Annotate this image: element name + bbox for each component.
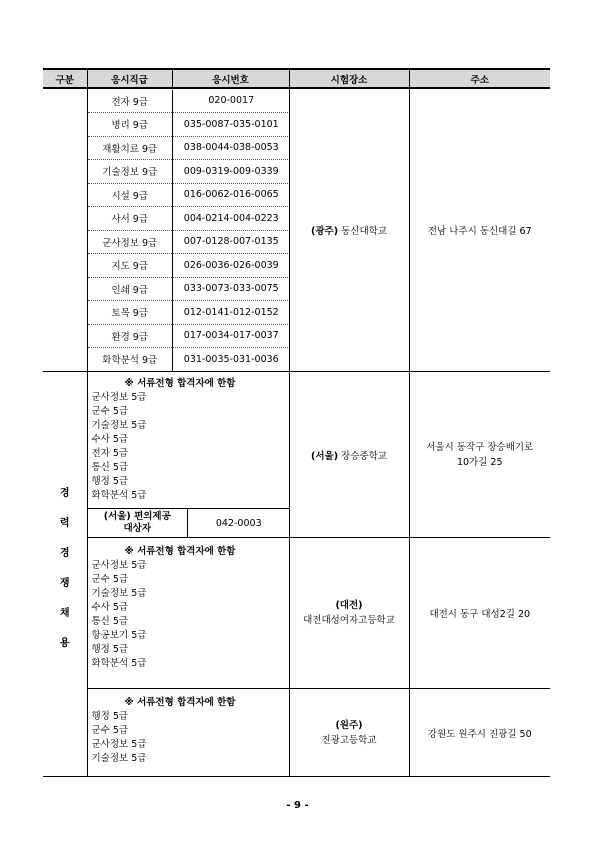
wonju-address: 강원도 원주시 진광길 50 xyxy=(409,689,550,777)
gwangju-category-cell xyxy=(43,88,87,372)
gwangju-exam-place xyxy=(289,88,409,372)
grade-cell: 지도 9급 xyxy=(88,254,173,278)
gwangju-grade-row xyxy=(88,90,290,113)
career-competition-label xyxy=(43,429,87,719)
seoul-grade-item: 화학분석 5급 xyxy=(91,490,147,501)
page-number: - 9 - xyxy=(286,800,309,811)
career-competition-category xyxy=(43,372,87,777)
gwangju-section xyxy=(43,88,550,372)
daejeon-place-region: (대전) xyxy=(335,600,363,611)
gwangju-grade-row xyxy=(88,183,290,207)
grade-cell: 재활치료 9급 xyxy=(88,136,173,160)
seoul-grade-item: 행정 5급 xyxy=(91,476,129,487)
grade-cell: 군사정보 9급 xyxy=(88,230,173,254)
exam-number-cell: 009-0319-009-0339 xyxy=(173,160,290,184)
exam-number-cell: 033-0073-033-0075 xyxy=(173,277,290,301)
seoul-grade-item: 통신 5급 xyxy=(91,462,129,473)
daejeon-grade-item: 기술정보 5급 xyxy=(91,588,147,599)
header-exam-place: 시험장소 xyxy=(289,69,409,88)
wonju-grade-item: 군수 5급 xyxy=(91,725,129,736)
grade-cell: 사서 9급 xyxy=(88,207,173,231)
daejeon-note: ※ 서류전형 합격자에 한함 xyxy=(124,546,236,557)
gwangju-grade-row xyxy=(88,136,290,160)
seoul-exam-place xyxy=(289,372,409,538)
header-category: 구분 xyxy=(43,69,87,88)
daejeon-grade-item: 화학분석 5급 xyxy=(91,658,147,669)
gwangju-grade-row xyxy=(88,207,290,231)
daejeon-grade-item: 군수 5급 xyxy=(91,574,129,585)
grade-cell: 토목 9급 xyxy=(88,301,173,325)
grade-cell: 화학분석 9급 xyxy=(88,348,173,371)
table-header-row xyxy=(43,69,550,88)
seoul-convenience-label xyxy=(88,509,188,538)
category-char: 력 xyxy=(59,518,70,529)
wonju-grade-item: 군사정보 5급 xyxy=(91,739,147,750)
seoul-grade-item: 군사정보 5급 xyxy=(91,392,147,403)
seoul-address-line2: 10가길 25 xyxy=(456,456,503,468)
daejeon-section xyxy=(43,538,550,689)
grade-cell: 기술정보 9급 xyxy=(88,160,173,184)
exam-number-cell: 004-0214-004-0223 xyxy=(173,207,290,231)
gwangju-grade-row xyxy=(88,277,290,301)
seoul-grade-list xyxy=(87,372,289,538)
exam-venue-table xyxy=(43,68,550,777)
category-char: 경 xyxy=(59,548,70,559)
seoul-address xyxy=(409,372,550,538)
seoul-address-line1: 서울시 동작구 장승배기로 xyxy=(426,441,534,453)
seoul-grades xyxy=(88,391,289,503)
gwangju-place-region: (광주) xyxy=(311,226,339,237)
wonju-section xyxy=(43,689,550,777)
wonju-exam-place xyxy=(289,689,409,777)
convenience-label-line1: (서울) 편의제공 xyxy=(103,511,171,522)
wonju-place-region: (원주) xyxy=(335,719,363,731)
daejeon-grade-list xyxy=(87,538,289,689)
gwangju-grade-row xyxy=(88,254,290,278)
seoul-section xyxy=(43,372,550,538)
header-grade: 응시직급 xyxy=(87,69,172,88)
gwangju-address: 전남 나주시 동신대길 67 xyxy=(409,88,550,372)
daejeon-grade-item: 수사 5급 xyxy=(91,602,129,613)
daejeon-place-name: 대전대성여자고등학교 xyxy=(303,615,395,626)
category-char: 경 xyxy=(59,488,70,499)
seoul-convenience-number: 042-0003 xyxy=(188,509,290,538)
gwangju-grade-row xyxy=(88,324,290,348)
exam-number-cell: 012-0141-012-0152 xyxy=(173,301,290,325)
exam-number-cell: 035-0087-035-0101 xyxy=(173,113,290,137)
seoul-place-region: (서울) xyxy=(311,450,339,462)
daejeon-grades xyxy=(88,559,289,671)
exam-number-cell: 007-0128-007-0135 xyxy=(173,230,290,254)
seoul-grade-item: 기술정보 5급 xyxy=(91,420,147,431)
daejeon-grade-item: 항공보기 5급 xyxy=(91,630,147,641)
daejeon-grade-item: 행정 5급 xyxy=(91,644,129,655)
wonju-grade-block xyxy=(88,689,289,770)
category-char: 용 xyxy=(59,638,70,649)
grade-cell: 환경 9급 xyxy=(88,324,173,348)
gwangju-grade-row xyxy=(88,113,290,137)
exam-number-cell: 038-0044-038-0053 xyxy=(173,136,290,160)
exam-number-cell: 026-0036-026-0039 xyxy=(173,254,290,278)
wonju-place-name: 진광고등학교 xyxy=(321,734,377,746)
daejeon-grade-item: 통신 5급 xyxy=(91,616,129,627)
exam-number-cell: 016-0062-016-0065 xyxy=(173,183,290,207)
grade-cell: 시설 9급 xyxy=(88,183,173,207)
wonju-grade-list xyxy=(87,689,289,777)
wonju-grades xyxy=(88,710,289,766)
wonju-grade-item: 행정 5급 xyxy=(91,711,129,722)
exam-number-cell: 020-0017 xyxy=(173,90,290,113)
seoul-convenience-row xyxy=(88,509,290,538)
exam-number-cell: 017-0034-017-0037 xyxy=(173,324,290,348)
gwangju-grade-table xyxy=(88,90,290,371)
gwangju-grade-row xyxy=(88,301,290,325)
category-char: 채 xyxy=(59,608,70,619)
daejeon-exam-place xyxy=(289,538,409,689)
seoul-grade-block xyxy=(88,372,289,503)
seoul-grade-item: 수사 5급 xyxy=(91,434,129,445)
header-exam-number: 응시번호 xyxy=(172,69,289,88)
grade-cell: 전자 9급 xyxy=(88,90,173,113)
header-address: 주소 xyxy=(409,69,550,88)
gwangju-grade-row xyxy=(88,230,290,254)
category-char: 쟁 xyxy=(59,578,70,589)
gwangju-grade-list xyxy=(87,88,289,372)
seoul-place-name: 장승중학교 xyxy=(341,450,387,462)
wonju-note: ※ 서류전형 합격자에 한함 xyxy=(124,697,236,708)
seoul-convenience-table xyxy=(88,508,290,537)
daejeon-grade-item: 군사정보 5급 xyxy=(91,560,147,571)
daejeon-address: 대전시 동구 대성2길 20 xyxy=(409,538,550,689)
wonju-grade-item: 기술정보 5급 xyxy=(91,753,147,764)
gwangju-grade-row xyxy=(88,348,290,371)
grade-cell: 병리 9급 xyxy=(88,113,173,137)
exam-number-cell: 031-0035-031-0036 xyxy=(183,353,279,365)
daejeon-grade-block xyxy=(88,538,289,675)
convenience-label-line2: 대상자 xyxy=(123,523,152,534)
seoul-grade-item: 군수 5급 xyxy=(91,406,129,417)
seoul-note: ※ 서류전형 합격자에 한함 xyxy=(124,378,236,389)
gwangju-place-name: 동신대학교 xyxy=(341,226,387,237)
gwangju-grade-row xyxy=(88,160,290,184)
seoul-grade-item: 전자 5급 xyxy=(91,448,129,459)
grade-cell: 인쇄 9급 xyxy=(88,277,173,301)
